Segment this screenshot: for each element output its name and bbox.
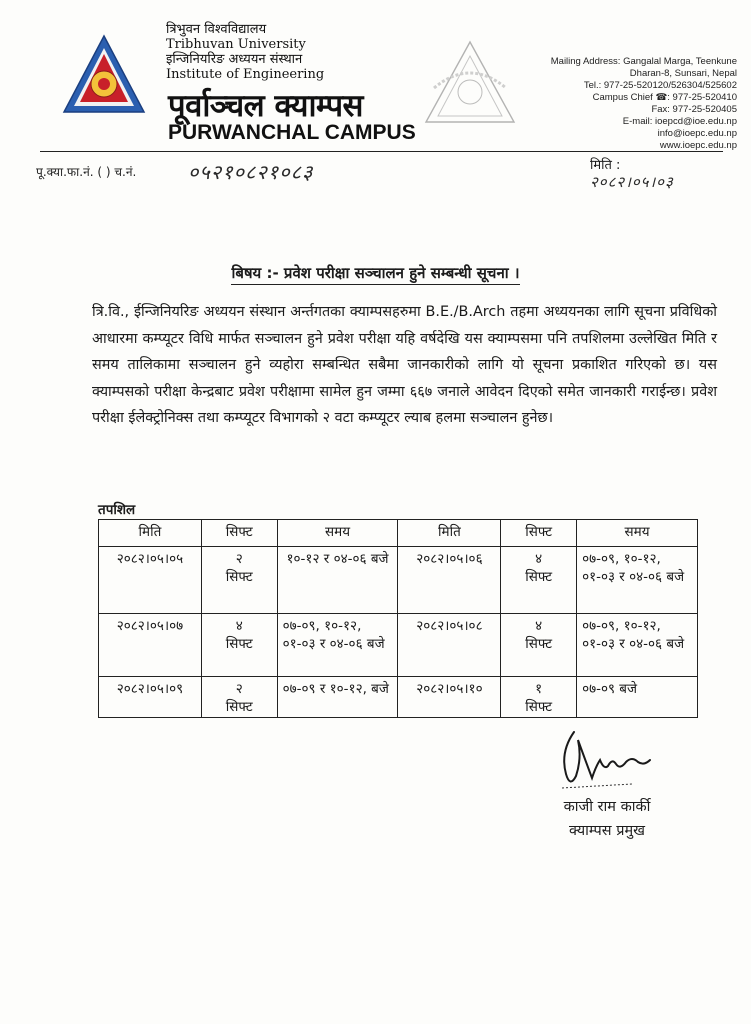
cell-date: २०८२।०५।०८	[398, 614, 501, 677]
contact-line: Campus Chief ☎: 977-25-520410	[592, 92, 737, 103]
shift-count: २	[235, 551, 243, 567]
signatory-title: क्याम्पस प्रमुख	[569, 823, 645, 839]
university-name-np: त्रिभुवन विश्वविद्यालय	[166, 22, 267, 37]
header-divider	[40, 151, 723, 152]
institute-name-np: इन्जिनियरिङ अध्ययन संस्थान	[166, 52, 303, 67]
date-label: मिति :	[590, 158, 621, 173]
shift-count: १	[535, 681, 543, 697]
shift-count: ४	[235, 618, 243, 634]
cell-date: २०८२।०५।०६	[398, 547, 501, 614]
table-row	[99, 614, 698, 677]
cell-time: ०७-०९, १०-१२, ०१-०३ र ०४-०६ बजे	[577, 614, 698, 677]
table-row	[99, 547, 698, 614]
contact-line: info@ioepc.edu.np	[657, 128, 737, 139]
shift-count: २	[235, 681, 243, 697]
cell-shift	[201, 614, 277, 677]
shift-label: सिफ्ट	[225, 699, 253, 715]
cell-time: ०७-०९ र १०-१२, बजे	[277, 677, 398, 718]
table-title: तपशिल	[98, 502, 136, 518]
university-name-block	[166, 22, 324, 82]
cell-date: २०८२।०५।१०	[398, 677, 501, 718]
handwritten-signature-icon	[552, 722, 672, 802]
tribhuvan-university-logo-icon	[62, 34, 146, 118]
header-shift: सिफ्ट	[501, 520, 577, 547]
date-value: २०८२।०५।०३	[590, 173, 674, 191]
cell-time: ०७-०९, १०-१२, ०१-०३ र ०४-०६ बजे	[277, 614, 398, 677]
contact-line: Tel.: 977-25-520120/526304/525602	[583, 80, 737, 91]
table-row	[99, 677, 698, 718]
shift-label: सिफ्ट	[225, 636, 253, 652]
contact-line: Dharan-8, Sunsari, Nepal	[629, 68, 737, 79]
subject-text: बिषय :- प्रवेश परीक्षा सञ्चालन हुने सम्बन्धी सूचना ।	[231, 264, 519, 285]
cell-shift	[501, 614, 577, 677]
shift-count: ४	[535, 618, 543, 634]
header-shift: सिफ्ट	[201, 520, 277, 547]
cell-shift	[201, 677, 277, 718]
header-time: समय	[277, 520, 398, 547]
contact-line: Mailing Address: Gangalal Marga, Teenkune	[550, 56, 737, 67]
institute-name-en: Institute of Engineering	[166, 67, 325, 82]
cell-shift	[501, 677, 577, 718]
signatory-name: काजी राम कार्की	[563, 799, 651, 815]
cell-time: १०-१२ र ०४-०६ बजे	[277, 547, 398, 614]
cell-date: २०८२।०५।०७	[99, 614, 202, 677]
cell-time: ०७-०९, १०-१२, ०१-०३ र ०४-०६ बजे	[577, 547, 698, 614]
shift-count: ४	[535, 551, 543, 567]
contact-line: Fax: 977-25-520405	[651, 104, 737, 115]
university-name-en: Tribhuvan University	[166, 37, 306, 52]
shift-label: सिफ्ट	[525, 569, 553, 585]
campus-seal-watermark-icon	[418, 38, 522, 130]
shift-label: सिफ्ट	[525, 636, 553, 652]
campus-name-en: PURWANCHAL CAMPUS	[168, 121, 416, 144]
subject-line	[0, 263, 751, 283]
table-header-row	[99, 520, 698, 547]
reference-number: ०५२१०८२१०८३	[188, 160, 314, 184]
cell-date: २०८२।०५।०५	[99, 547, 202, 614]
exam-schedule-table	[98, 519, 698, 718]
shift-label: सिफ्ट	[525, 699, 553, 715]
contact-line: www.ioepc.edu.np	[659, 140, 737, 151]
contact-details	[551, 56, 737, 152]
cell-date: २०८२।०५।०९	[99, 677, 202, 718]
cell-shift	[501, 547, 577, 614]
shift-label: सिफ्ट	[225, 569, 253, 585]
cell-time: ०७-०९ बजे	[577, 677, 698, 718]
notice-body: त्रि.वि., ईन्जिनियरिङ अध्ययन संस्थान अर्न्तगतका क्याम्पसहरुमा B.E./B.Arch तहमा अध्ययनका लागि सूचना प्रविधिको आधारमा कम्प्यूटर विधि मार्फत सञ्चालन हुने प्रवेश परीक्षा यहि वर्षदेखि यस क्याम्पसमा पनि तपशिलमा उल्लेखित मिति र समय तालिकामा सञ्चालन हुने व्यहोरा सम्बन्धित सबैमा जानकारीको लागि यो सूचना प्रकाशित गरिएको छ। यस क्याम्पसको परीक्षा केन्द्रबाट प्रवेश परीक्षामा सामेल हुन जम्मा ६६७ जनाले आवेदन दिएको समेत जानकारी गराईन्छ। प्रवेश परीक्षा ईलेक्ट्रोनिक्स तथा कम्प्यूटर विभागको २ वटा कम्प्यूटर ल्याब हलमा सञ्चालन हुनेछ।	[92, 304, 717, 426]
reference-label: पू.क्या.फा.नं. ( ) च.नं.	[36, 165, 137, 179]
signatory-block	[532, 795, 682, 843]
contact-line: E-mail: ioepcd@ioe.edu.np	[622, 116, 737, 127]
cell-shift	[201, 547, 277, 614]
header-time: समय	[577, 520, 698, 547]
header-date: मिति	[398, 520, 501, 547]
campus-name-np: पूर्वाञ्चल क्याम्पस	[168, 88, 364, 124]
header-date: मिति	[99, 520, 202, 547]
